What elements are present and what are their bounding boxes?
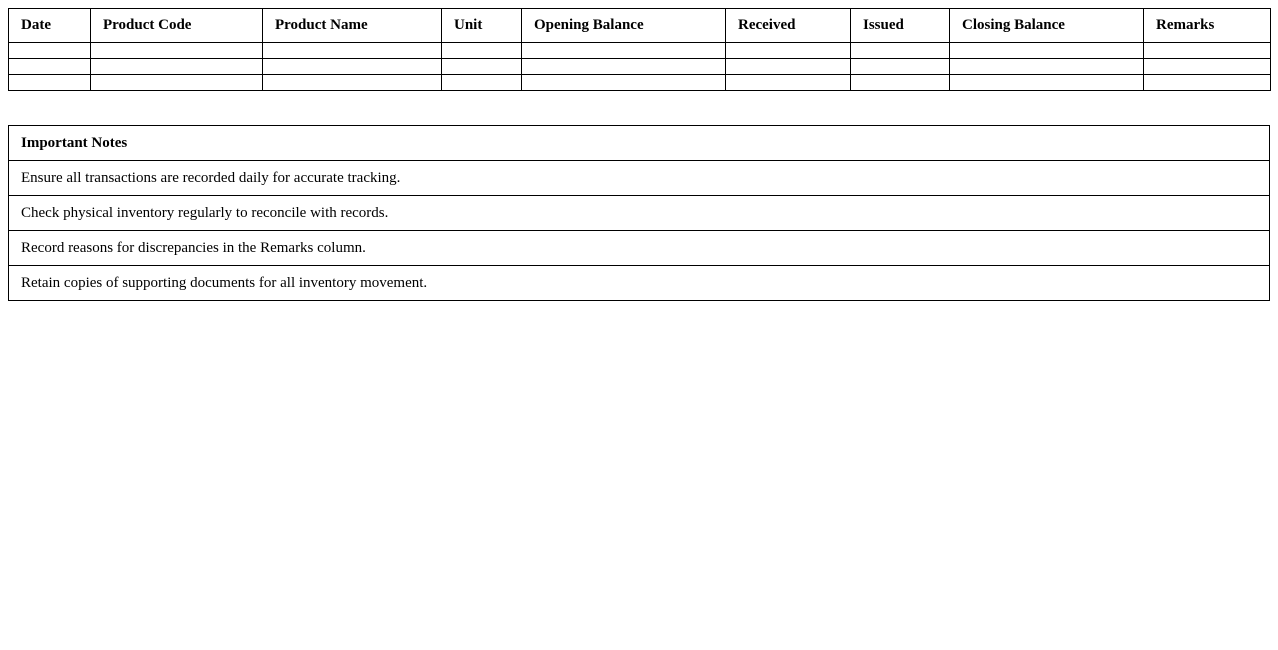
header-product-name: Product Name [263, 9, 442, 43]
table-cell[interactable] [91, 43, 263, 59]
header-unit: Unit [442, 9, 522, 43]
table-cell[interactable] [9, 43, 91, 59]
table-row [9, 59, 1271, 75]
note-row [9, 196, 1270, 231]
table-cell[interactable] [442, 43, 522, 59]
table-cell[interactable] [1144, 75, 1271, 91]
note-item: Check physical inventory regularly to reconcile with records. [9, 196, 1270, 231]
table-cell[interactable] [726, 75, 851, 91]
table-cell[interactable] [9, 59, 91, 75]
table-cell[interactable] [1144, 43, 1271, 59]
table-cell[interactable] [263, 75, 442, 91]
table-cell[interactable] [263, 59, 442, 75]
table-row [9, 43, 1271, 59]
table-cell[interactable] [522, 43, 726, 59]
table-cell[interactable] [9, 75, 91, 91]
table-cell[interactable] [263, 43, 442, 59]
note-row [9, 231, 1270, 266]
header-closing-balance: Closing Balance [950, 9, 1144, 43]
table-cell[interactable] [851, 75, 950, 91]
table-cell[interactable] [950, 59, 1144, 75]
table-cell[interactable] [851, 59, 950, 75]
table-cell[interactable] [91, 75, 263, 91]
note-item: Ensure all transactions are recorded daily for accurate tracking. [9, 161, 1270, 196]
note-item: Record reasons for discrepancies in the Remarks column. [9, 231, 1270, 266]
inventory-table [8, 8, 1271, 91]
header-received: Received [726, 9, 851, 43]
notes-title: Important Notes [9, 126, 1270, 161]
table-cell[interactable] [1144, 59, 1271, 75]
header-issued: Issued [851, 9, 950, 43]
notes-header-row [9, 126, 1270, 161]
note-item: Retain copies of supporting documents for all inventory movement. [9, 266, 1270, 301]
table-cell[interactable] [442, 59, 522, 75]
inventory-header-row [9, 9, 1271, 43]
table-cell[interactable] [950, 43, 1144, 59]
table-cell[interactable] [950, 75, 1144, 91]
header-date: Date [9, 9, 91, 43]
note-row [9, 161, 1270, 196]
table-cell[interactable] [851, 43, 950, 59]
header-opening-balance: Opening Balance [522, 9, 726, 43]
table-cell[interactable] [522, 59, 726, 75]
table-cell[interactable] [726, 43, 851, 59]
table-cell[interactable] [442, 75, 522, 91]
header-product-code: Product Code [91, 9, 263, 43]
table-cell[interactable] [522, 75, 726, 91]
table-cell[interactable] [726, 59, 851, 75]
header-remarks: Remarks [1144, 9, 1271, 43]
note-row [9, 266, 1270, 301]
important-notes-table [8, 125, 1270, 301]
table-row [9, 75, 1271, 91]
table-cell[interactable] [91, 59, 263, 75]
